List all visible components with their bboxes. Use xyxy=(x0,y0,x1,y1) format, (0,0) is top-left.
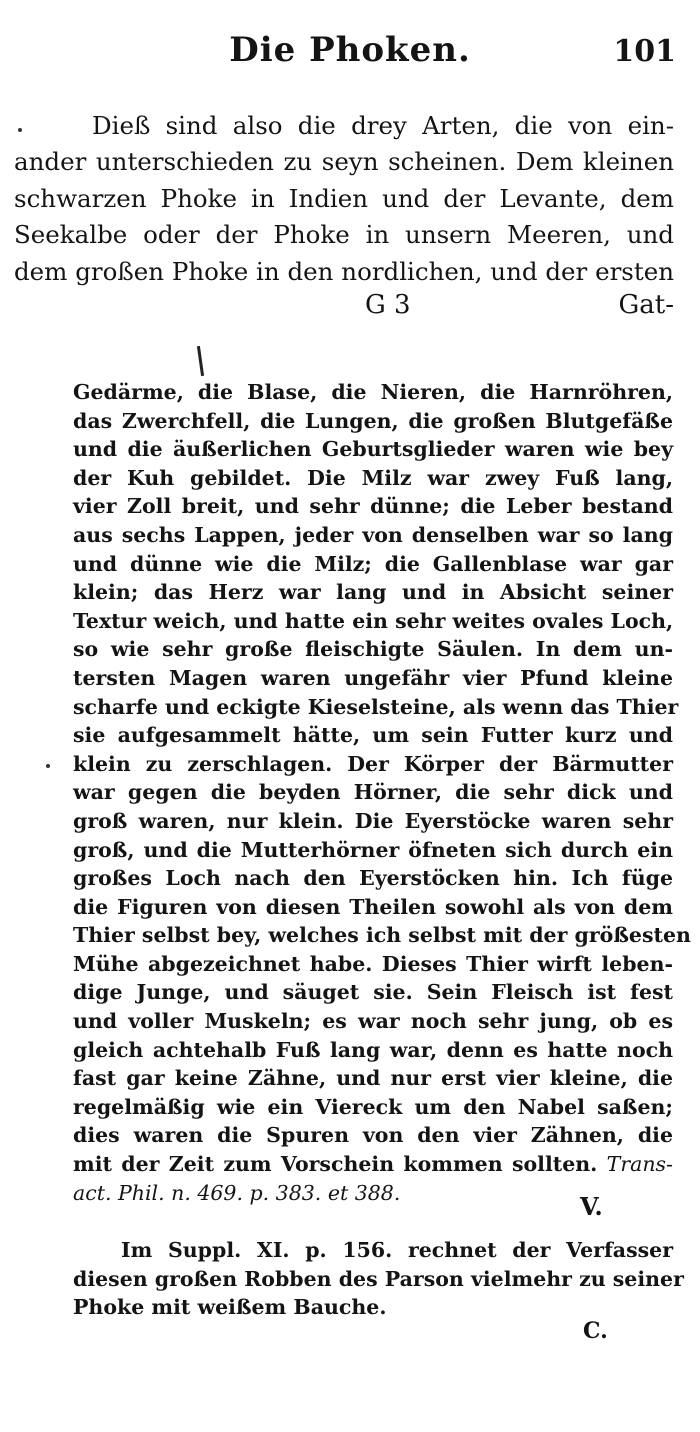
text-line: Im Suppl. XI. p. 156. rechnet der Verfasser xyxy=(121,1238,673,1262)
text-line: und die äußerlichen Geburtsglieder waren wie bey xyxy=(73,437,673,462)
text-line: scharfe und eckigte Kieselsteine, als wenn das Thier xyxy=(73,694,679,719)
text-line: war gegen die beyden Hörner, die sehr dick und xyxy=(73,780,673,805)
text-line: ander unterschieden zu seyn scheinen. Dem kleinen xyxy=(14,147,674,177)
text-line xyxy=(73,1150,673,1179)
text-line: regelmäßig wie ein Viereck um den Nabel saßen; xyxy=(73,1094,673,1119)
text-line: groß waren, nur klein. Die Eyerstöcke waren sehr xyxy=(73,808,673,833)
text-line: Dieß sind also die drey Arten, die von ein- xyxy=(92,111,674,140)
section-mark: V. xyxy=(580,1192,603,1221)
print-speck xyxy=(46,764,50,768)
text-line: großes Loch nach den Eyerstöcken hin. Ich füge xyxy=(73,866,673,891)
end-mark: C. xyxy=(583,1318,608,1344)
text-line: klein; das Herz war lang und in Absicht seiner xyxy=(73,580,673,605)
text-line: sie aufgesammelt hätte, um sein Futter kurz und xyxy=(73,723,673,748)
text-line: Thier selbst bey, welches ich selbst mit der größesten xyxy=(73,923,691,948)
text-line: klein zu zerschlagen. Der Körper der Bärmutter xyxy=(73,751,673,776)
text-line: Phoke mit weißem Bauche. xyxy=(73,1295,387,1320)
text-line: der Kuh gebildet. Die Milz war zwey Fuß lang, xyxy=(73,465,673,490)
text-line: und dünne wie die Milz; die Gallenblase war gar xyxy=(73,551,673,576)
print-speck xyxy=(18,128,22,132)
text-line: und voller Muskeln; es war noch sehr jung, ob es xyxy=(73,1009,673,1034)
signature-line xyxy=(0,290,700,326)
lower-paragraph xyxy=(73,378,691,1207)
citation-start: Trans- xyxy=(606,1152,673,1177)
text-line: dies waren die Spuren von den vier Zähnen, die xyxy=(73,1123,673,1148)
page-title: Die Phoken. xyxy=(229,30,471,70)
upper-paragraph xyxy=(14,108,674,290)
text-line: die Figuren von diesen Theilen sowohl als von dem xyxy=(73,894,673,919)
text-line: Textur weich, und hatte ein sehr weites ovales Loch, xyxy=(73,608,674,633)
citation-line: act. Phil. n. 469. p. 383. et 388. xyxy=(73,1180,401,1205)
text-line: so wie sehr große fleischigte Säulen. In dem un- xyxy=(73,637,673,662)
signature-mark: G 3 xyxy=(365,290,411,320)
text-line: vier Zoll breit, und sehr dünne; die Leber bestand xyxy=(73,494,673,519)
page-number: 101 xyxy=(613,34,676,69)
text-cursor-mark xyxy=(197,346,204,376)
text-line: diesen großen Robben des Parson vielmehr zu seiner xyxy=(73,1266,684,1291)
catchword: Gat- xyxy=(618,290,674,320)
text-segment: mit der Zeit zum Vorschein kommen sollten. xyxy=(73,1152,598,1177)
text-line: dige Junge, und säuget sie. Sein Fleisch ist fest xyxy=(73,980,673,1005)
text-line: groß, und die Mutterhörner öfneten sich durch ein xyxy=(73,837,673,862)
text-line: dem großen Phoke in den nordlichen, und der ersten xyxy=(14,256,674,286)
text-line: das Zwerchfell, die Lungen, die großen Blutgefäße xyxy=(73,408,673,433)
text-line: aus sechs Lappen, jeder von denselben war so lang xyxy=(73,522,673,547)
text-line: Gedärme, die Blase, die Nieren, die Harnröhren, xyxy=(73,380,673,404)
text-line: fast gar keine Zähne, und nur erst vier kleine, die xyxy=(73,1066,673,1091)
text-line: schwarzen Phoke in Indien und der Levante, dem xyxy=(14,183,674,213)
text-line: Mühe abgezeichnet habe. Dieses Thier wirft leben- xyxy=(73,951,673,976)
note-paragraph xyxy=(73,1236,684,1322)
text-line: tersten Magen waren ungefähr vier Pfund kleine xyxy=(73,665,673,690)
text-line: gleich achtehalb Fuß lang war, denn es hatte noch xyxy=(73,1037,673,1062)
text-line: Seekalbe oder der Phoke in unsern Meeren, und xyxy=(14,220,674,250)
